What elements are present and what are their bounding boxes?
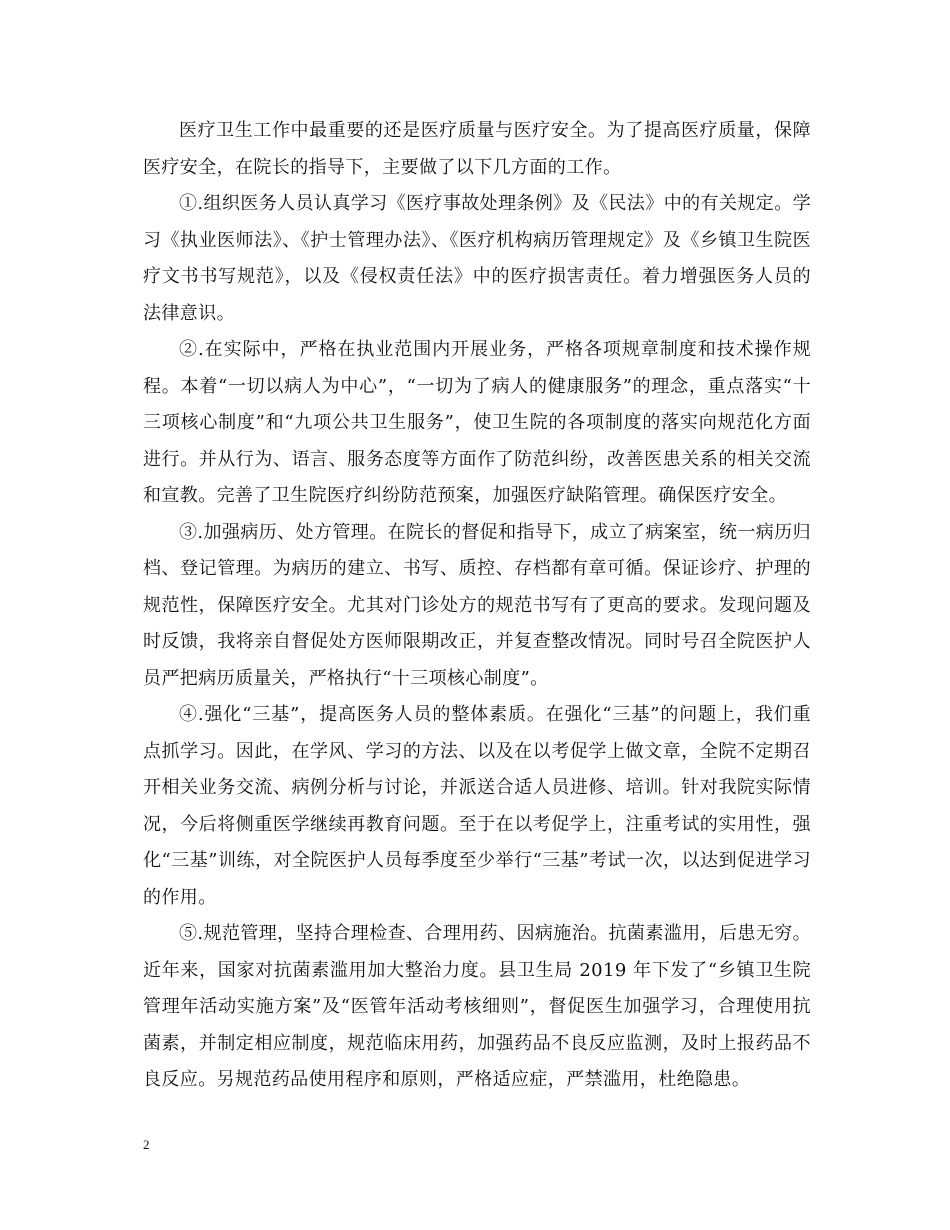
page-number: 2: [143, 1137, 150, 1152]
paragraph-item-1: ①.组织医务人员认真学习《医疗事故处理条例》及《民法》中的有关规定。学习《执业医师法》、《护士管理办法》、《医疗机构病历管理规定》及《乡镇卫生院医疗文书书写规范》，以及《侵权责任法》中的医疗损害责任。着力增强医务人员的法律意识。: [143, 193, 811, 324]
paragraph-item-3: ③.加强病历、处方管理。在院长的督促和指导下，成立了病案室，统一病历归档、登记管理。为病历的建立、书写、质控、存档都有章可循。保证诊疗、护理的规范性，保障医疗安全。尤其对门诊处方的规范书写有了更高的要求。发现问题及时反馈，我将亲自督促处方医师限期改正，并复查整改情况。同时号召全院医护人员严把病历质量关，严格执行“十三项核心制度”。: [143, 521, 811, 689]
document-body: [143, 113, 811, 1099]
paragraph-item-5: ⑤.规范管理，坚持合理检查、合理用药、因病施治。抗菌素滥用，后患无穷。近年来，国家对抗菌素滥用加大整治力度。县卫生局 2019 年下发了“乡镇卫生院管理年活动实施方案”及“医管年活动考核细则”，督促医生加强学习，合理使用抗菌素，并制定相应制度，规范临床用药，加强药品不良反应监测，及时上报药品不良反应。另规范药品使用程序和原则，严格适应症，严禁滥用，杜绝隐患。: [143, 923, 811, 1090]
paragraph-item-2: ②.在实际中，严格在执业范围内开展业务，严格各项规章制度和技术操作规程。本着“一切以病人为中心”，“一切为了病人的健康服务”的理念，重点落实“十三项核心制度”和“九项公共卫生服务”，使卫生院的各项制度的落实向规范化方面进行。并从行为、语言、服务态度等方面作了防范纠纷，改善医患关系的相关交流和宣教。完善了卫生院医疗纠纷防范预案，加强医疗缺陷管理。确保医疗安全。: [143, 339, 811, 506]
paragraph-item-4: ④.强化“三基”，提高医务人员的整体素质。在强化“三基”的问题上，我们重点抓学习。因此，在学风、学习的方法、以及在以考促学上做文章，全院不定期召开相关业务交流、病例分析与讨论，并派送合适人员进修、培训。针对我院实际情况，今后将侧重医学继续再教育问题。至于在以考促学上，注重考试的实用性，强化“三基”训练，对全院医护人员每季度至少举行“三基”考试一次，以达到促进学习的作用。: [143, 704, 811, 908]
paragraph-intro: 医疗卫生工作中最重要的还是医疗质量与医疗安全。为了提高医疗质量，保障医疗安全，在院长的指导下，主要做了以下几方面的工作。: [143, 120, 811, 178]
